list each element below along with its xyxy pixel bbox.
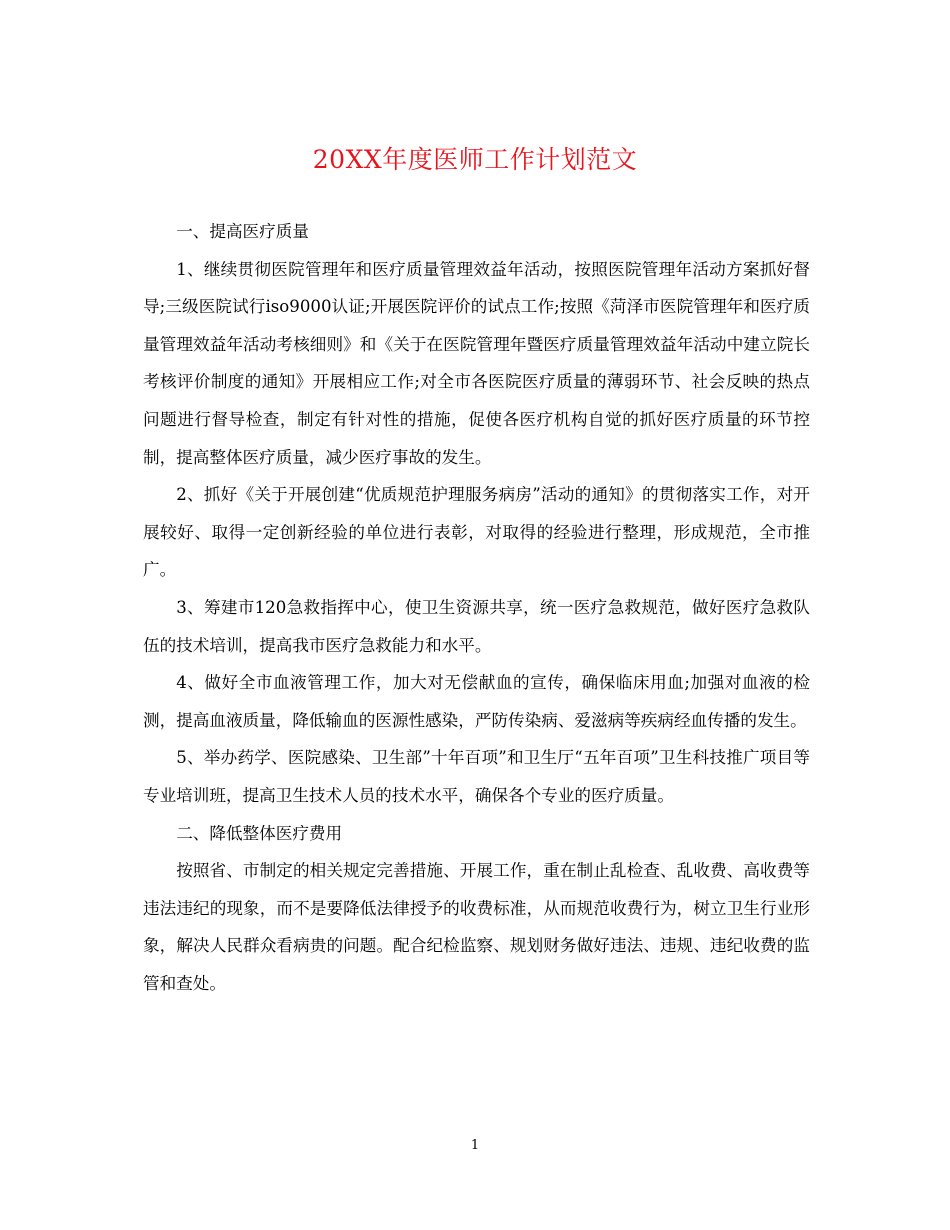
section-heading-1: 一、提高医疗质量 <box>176 222 309 241</box>
paragraph-item-2: 2、抓好《关于开展创建“优质规范护理服务病房”活动的通知》的贯彻落实工作，对开展较好、取得一定创新经验的单位进行表彰，对取得的经验进行整理，形成规范，全市推广。 <box>143 485 810 580</box>
document-body <box>143 213 810 1002</box>
document-title: 20XX年度医师工作计划范文 <box>312 145 638 174</box>
paragraph-cost: 按照省、市制定的相关规定完善措施、开展工作，重在制止乱检查、乱收费、高收费等违法违纪的现象，而不是要降低法律授予的收费标准，从而规范收费行为，树立卫生行业形象，解决人民群众看病贵的问题。配合纪检监察、规划财务做好违法、违规、违纪收费的监管和查处。 <box>143 861 810 993</box>
paragraph-item-1: 1、继续贯彻医院管理年和医疗质量管理效益年活动，按照医院管理年活动方案抓好督导;三级医院试行iso9000认证;开展医院评价的试点工作;按照《菏泽市医院管理年和医疗质量管理效益年活动考核细则》和《关于在医院管理年暨医疗质量管理效益年活动中建立院长考核评价制度的通知》开展相应工作;对全市各医院医疗质量的薄弱环节、社会反映的热点问题进行督导检查，制定有针对性的措施，促使各医疗机构自觉的抓好医疗质量的环节控制，提高整体医疗质量，减少医疗事故的发生。 <box>143 259 810 467</box>
paragraph-item-4: 4、做好全市血液管理工作，加大对无偿献血的宣传，确保临床用血;加强对血液的检测，提高血液质量，降低输血的医源性感染，严防传染病、爱滋病等疾病经血传播的发生。 <box>143 673 810 730</box>
paragraph-item-5: 5、举办药学、医院感染、卫生部”十年百项”和卫生厅“五年百项”卫生科技推广项目等专业培训班，提高卫生技术人员的技术水平，确保各个专业的医疗质量。 <box>143 748 810 805</box>
page-number: 1 <box>470 1138 480 1153</box>
section-heading-2: 二、降低整体医疗费用 <box>176 823 343 843</box>
paragraph-item-3: 3、筹建市120急救指挥中心，使卫生资源共享，统一医疗急救规范，做好医疗急救队伍的技术培训，提高我市医疗急救能力和水平。 <box>143 597 810 655</box>
